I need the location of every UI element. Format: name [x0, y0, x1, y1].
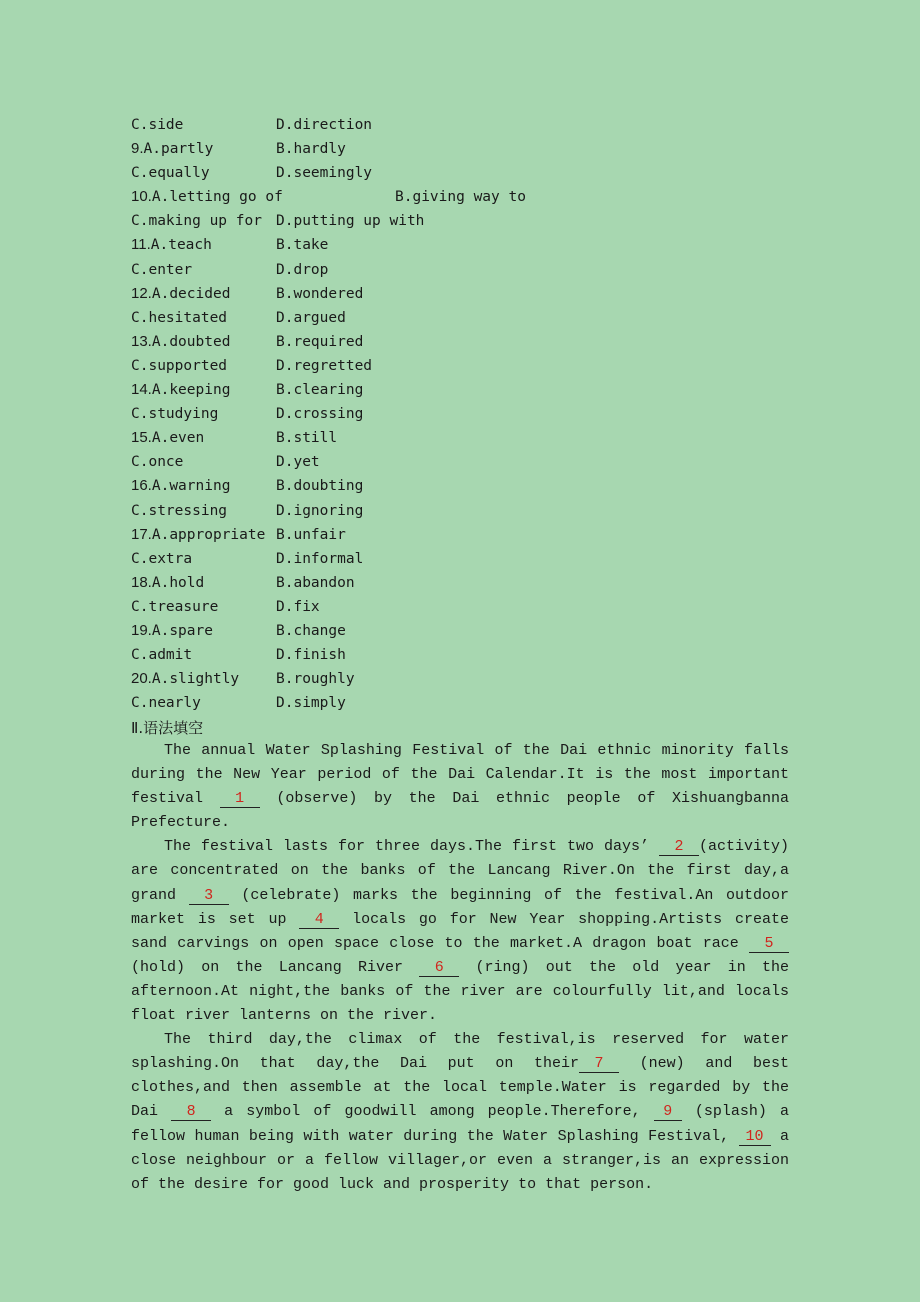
option-left: C.side	[131, 117, 184, 133]
option-left: 11.A.teach	[131, 236, 212, 254]
section-title: Ⅱ.语法填空	[131, 719, 204, 737]
option-left: 15.A.even	[131, 429, 205, 447]
option-right: B.required	[276, 333, 364, 350]
option-right: B.clearing	[276, 382, 364, 399]
option-row	[131, 426, 651, 450]
option-right: D.regretted	[276, 357, 373, 374]
question-number: 15.	[131, 429, 152, 447]
answer-blank-9: 9	[654, 1103, 682, 1121]
option-row	[131, 691, 651, 715]
option-left: C.treasure	[131, 598, 219, 615]
question-number: 11.	[131, 236, 151, 254]
option-right: B.unfair	[276, 526, 346, 543]
answer-blank-4: 4	[299, 911, 339, 929]
paragraph-3: The third day,the climax of the festival,is reserved for water splashing.On that day,the Dai put on their 7 (new) and best clothes,and then assemble at the local temple.Water is regarded by the Dai 8 a symbol of goodwill among people.Therefore, 9 (splash) a fellow human being with water during the Water Splashing Festival, 10 a close neighbour or a fellow villager,or even a stranger,is an expression of the desire for good luck and prosperity to that person.	[131, 1031, 789, 1193]
question-number: 19.	[131, 621, 152, 639]
option-right: D.ignoring	[276, 502, 364, 519]
option-left: C.extra	[131, 550, 193, 567]
option-left: 13.A.doubted	[131, 332, 231, 350]
option-row	[131, 450, 651, 474]
option-left: 10.A.letting go of	[131, 188, 283, 206]
option-right: B.still	[276, 430, 338, 447]
option-right: B.roughly	[276, 671, 355, 688]
answer-blank-6: 6	[419, 959, 459, 977]
answer-blank-1: 1	[220, 790, 260, 808]
option-right: D.seemingly	[276, 165, 373, 182]
option-row	[131, 209, 651, 233]
option-left: 17.A.appropriate	[131, 525, 266, 543]
option-left: C.making up for	[131, 213, 262, 230]
option-left: C.once	[131, 454, 184, 471]
option-right: B.giving way to	[395, 189, 526, 206]
question-number: 12.	[131, 284, 152, 302]
option-left: 18.A.hold	[131, 573, 205, 591]
option-left: C.supported	[131, 357, 228, 374]
option-row	[131, 161, 651, 185]
question-number: 16.	[131, 477, 152, 495]
answer-blank-5: 5	[749, 935, 789, 953]
option-row	[131, 233, 651, 257]
option-right: D.putting up with	[276, 213, 425, 230]
option-row	[131, 595, 651, 619]
option-row	[131, 354, 651, 378]
option-row	[131, 402, 651, 426]
option-right: D.crossing	[276, 406, 364, 423]
option-left: 20.A.slightly	[131, 670, 240, 688]
option-row	[131, 643, 651, 667]
option-row	[131, 499, 651, 523]
option-left: 12.A.decided	[131, 284, 231, 302]
option-right: B.wondered	[276, 285, 364, 302]
question-number: 13.	[131, 332, 152, 350]
option-row	[131, 474, 651, 498]
cloze-options	[131, 113, 651, 715]
option-right: B.abandon	[276, 574, 355, 591]
question-number: 18.	[131, 573, 152, 591]
question-number: 20.	[131, 670, 152, 688]
option-right: D.direction	[276, 117, 373, 133]
option-row	[131, 619, 651, 643]
option-left: C.equally	[131, 165, 210, 182]
answer-blank-8: 8	[171, 1103, 211, 1121]
answer-blank-2: 2	[659, 838, 699, 856]
answer-blank-10: 10	[739, 1128, 771, 1146]
option-right: B.doubting	[276, 478, 364, 495]
option-right: D.argued	[276, 309, 346, 326]
option-row	[131, 258, 651, 282]
option-right: D.informal	[276, 550, 364, 567]
option-left: C.stressing	[131, 502, 228, 519]
option-row	[131, 547, 651, 571]
option-row	[131, 571, 651, 595]
option-right: D.simply	[276, 695, 346, 712]
option-row	[131, 137, 651, 161]
answer-blank-7: 7	[579, 1055, 619, 1073]
option-right: B.hardly	[276, 141, 346, 158]
option-row	[131, 306, 651, 330]
paragraph-2: The festival lasts for three days.The first two days’ 2 (activity) are concentrated on the banks of the Lancang River.On the first day,a grand 3 (celebrate) marks the beginning of the festival.An outdoor market is set up 4 locals go for New Year shopping.Artists create sand carvings on open space close to the market.A dragon boat race 5 (hold) on the Lancang River 6 (ring) out the old year in the afternoon.At night,the banks of the river are colourfully lit,and locals float river lanterns on the river.	[131, 838, 790, 1025]
option-row	[131, 378, 651, 402]
option-left: C.studying	[131, 406, 219, 423]
grammar-fill-passage	[131, 739, 789, 1197]
option-left: C.hesitated	[131, 309, 228, 326]
option-left: C.nearly	[131, 695, 201, 712]
question-number: 17.	[131, 525, 152, 543]
option-row	[131, 185, 651, 209]
option-right: D.finish	[276, 647, 346, 664]
option-right: D.drop	[276, 261, 329, 278]
option-left: C.enter	[131, 261, 193, 278]
option-left: 9.A.partly	[131, 140, 214, 158]
question-number: 9.	[131, 140, 144, 158]
option-left: 14.A.keeping	[131, 381, 231, 399]
option-right: B.take	[276, 237, 329, 254]
option-left: 16.A.warning	[131, 477, 231, 495]
answer-blank-3: 3	[189, 887, 229, 905]
option-row	[131, 523, 651, 547]
question-number: 14.	[131, 381, 152, 399]
option-right: D.yet	[276, 454, 320, 471]
option-row	[131, 282, 651, 306]
option-left: C.admit	[131, 647, 193, 664]
option-right: B.change	[276, 622, 346, 639]
option-row	[131, 667, 651, 691]
question-number: 10.	[131, 188, 152, 206]
option-row	[131, 113, 651, 137]
option-right: D.fix	[276, 598, 320, 615]
paragraph-1: The annual Water Splashing Festival of the Dai ethnic minority falls during the New Year period of the Dai Calendar.It is the most important festival 1 (observe) by the Dai ethnic people of Xishuangbanna Prefecture.	[131, 742, 789, 832]
option-row	[131, 330, 651, 354]
option-left: 19.A.spare	[131, 621, 213, 639]
